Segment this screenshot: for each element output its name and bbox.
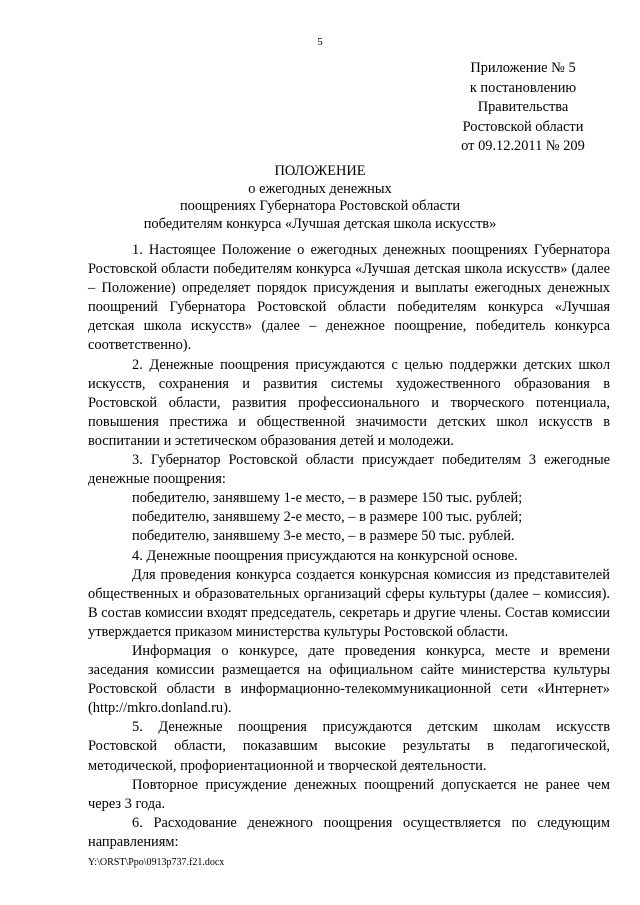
appendix-block xyxy=(448,59,598,157)
paragraph: 5. Денежные поощрения присуждаются детским школам искусств Ростовской области, показавшим высокие результаты в педагогической, методической, профориентационной и творческой деятельности. xyxy=(88,719,610,774)
title-line: о ежегодных денежных xyxy=(248,180,392,197)
page-number: 5 xyxy=(317,36,323,48)
paragraph: Информация о конкурсе, дате проведения конкурса, месте и времени заседания комиссии размещается на официальном сайте министерства культуры Ростовской области в информационно-телекоммуникационной сети «Интернет» (http://mkro.donland.ru). xyxy=(88,642,610,717)
paragraph: 3. Губернатор Ростовской области присуждает победителям 3 ежегодные денежные поощрения: xyxy=(88,452,610,488)
paragraph: 6. Расходование денежного поощрения осуществляется по следующим направлениям: xyxy=(88,814,610,850)
footer-file-path: Y:\ORST\Ppo\0913p737.f21.docx xyxy=(88,857,225,868)
title-line: победителям конкурса «Лучшая детская школа искусств» xyxy=(143,215,497,232)
paragraph: 2. Денежные поощрения присуждаются с целью поддержки детских школ искусств, сохранения и развития системы художественного образования в Ростовской области, развития профессионального и творческого потенциала, повышения престижа и общественной значимости детских школ искусств в воспитании и эстетическом образования детей и молодежи. xyxy=(88,356,610,449)
paragraph: 1. Настоящее Положение о ежегодных денежных поощрениях Губернатора Ростовской области победителям конкурса «Лучшая детская школа искусств» (далее – Положение) определяет порядок присуждения и выплаты ежегодных денежных поощрений Губернатора Ростовской области победителям конкурса «Лучшая детская школа искусств» (далее – денежное поощрение, победитель конкурса соответственно). xyxy=(88,242,610,354)
title-line: поощрениях Губернатора Ростовской области xyxy=(179,198,461,214)
paragraph: 4. Денежные поощрения присуждаются на конкурсной основе. xyxy=(132,547,518,564)
paragraph: Повторное присуждение денежных поощрений допускается не ранее чем через 3 года. xyxy=(88,776,610,812)
appendix-line: Ростовской области xyxy=(462,118,584,135)
award-item: победителю, занявшему 3-е место, – в размере 50 тыс. рублей. xyxy=(132,528,515,545)
title-heading: ПОЛОЖЕНИЕ xyxy=(274,163,366,179)
appendix-line: Приложение № 5 xyxy=(470,60,576,76)
paragraph: Для проведения конкурса создается конкурсная комиссия из представителей общественных и образовательных организаций сферы культуры (далее – комиссия). В состав комиссии входят председатель, секретарь и другие члены. Состав комиссии утверждается приказом министерства культуры Ростовской области. xyxy=(88,566,610,640)
document-title xyxy=(0,163,640,233)
appendix-line: Правительства xyxy=(477,99,569,115)
appendix-line: к постановлению xyxy=(469,79,577,96)
document-body xyxy=(88,241,610,852)
award-item: победителю, занявшему 1-е место, – в размере 150 тыс. рублей; xyxy=(132,490,523,507)
award-item: победителю, занявшему 2-е место, – в размере 100 тыс. рублей; xyxy=(132,509,523,526)
appendix-line: от 09.12.2011 № 209 xyxy=(461,138,585,154)
